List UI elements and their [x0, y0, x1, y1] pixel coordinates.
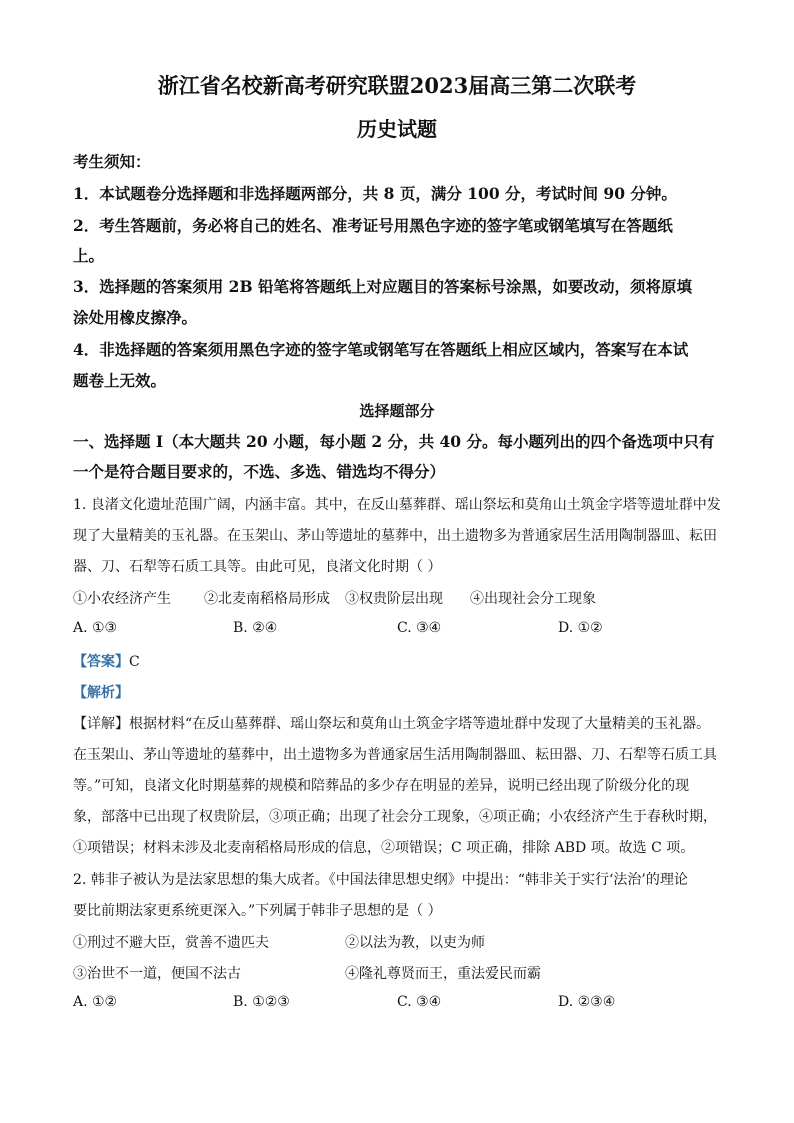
- answer-option-a: A. ①②: [73, 994, 118, 1010]
- detail-line: 象，部落中已出现了权贵阶层，③项正确；出现了社会分工现象，④项正确；小农经济产生于春秋时期，: [73, 809, 717, 825]
- statement-item: ③权贵阶层出现: [345, 591, 443, 607]
- notice-line: 1．本试题卷分选择题和非选择题两部分，共 8 页，满分 100 分，考试时间 90 分钟。: [73, 184, 677, 203]
- statement-item: ④隆礼尊贤而王，重法爱民而霸: [345, 966, 541, 982]
- statement-item: ④出现社会分工现象: [470, 591, 596, 607]
- question-stem: 2. 韩非子被认为是法家思想的集大成者。《中国法律思想史纲》中提出：“韩非关于实行‘法治’的理论: [73, 872, 688, 888]
- question-stem: 1. 良渚文化遗址范围广阔，内涵丰富。其中，在反山墓葬群、瑶山祭坛和莫角山土筑金字塔等遗址群中发: [73, 497, 721, 513]
- answer-option-c: C. ③④: [397, 994, 442, 1010]
- section-title: 选择题部分: [359, 402, 435, 420]
- answer-option-b: B. ②④: [233, 620, 278, 636]
- notice-line: 上。: [73, 246, 105, 265]
- statement-item: ③治世不一道，便国不法古: [73, 966, 241, 982]
- question-stem: 器、刀、石犁等石质工具等。由此可见，良渚文化时期（ ）: [73, 559, 442, 575]
- notice-line: 4．非选择题的答案须用黑色字迹的签字笔或钢笔写在答题纸上相应区域内，答案写在本试: [73, 340, 689, 359]
- answer-option-c: C. ③④: [397, 620, 442, 636]
- statement-item: ②北麦南稻格局形成: [204, 591, 330, 607]
- notice-line: 涂处用橡皮擦净。: [73, 308, 198, 327]
- detail-line: 在玉架山、茅山等遗址的墓葬中，出土遗物多为普通家居生活用陶制器皿、耘田器、刀、石犁等石质工具: [73, 747, 717, 763]
- detail-line: 【详解】根据材料“在反山墓葬群、瑶山祭坛和莫角山土筑金字塔等遗址群中发现了大量精美的玉礼器。: [73, 716, 711, 732]
- statement-item: ①刑过不避大臣，赏善不遗匹夫: [73, 935, 269, 951]
- answer-option-d: D. ②③④: [558, 994, 616, 1010]
- notice-line: 2．考生答题前，务必将自己的姓名、准考证号用黑色字迹的签字笔或钢笔填写在答题纸: [73, 216, 673, 235]
- question-stem: 现了大量精美的玉礼器。在玉架山、茅山等遗址的墓葬中，出土遗物多为普通家居生活用陶制器皿、耘田: [73, 528, 717, 544]
- answer-option-a: A. ①③: [73, 620, 118, 636]
- answer-line: [73, 651, 140, 671]
- part-heading: 一、选择题 I（本大题共 20 小题，每小题 2 分，共 40 分。每小题列出的四个备选项中只有: [73, 432, 715, 451]
- analysis-label: 【解析】: [73, 685, 129, 701]
- statement-item: ②以法为教，以吏为师: [345, 935, 485, 951]
- statement-item: ①小农经济产生: [73, 591, 171, 607]
- answer-value: C: [129, 654, 140, 670]
- analysis-line: [73, 682, 129, 702]
- notice-heading: 考生须知：: [73, 152, 151, 171]
- answer-option-b: B. ①②③: [233, 994, 290, 1010]
- exam-title: 浙江省名校新高考研究联盟2023届高三第二次联考: [157, 73, 637, 98]
- subject-title: 历史试题: [357, 117, 437, 141]
- notice-line: 题卷上无效。: [73, 371, 167, 390]
- answer-label: 【答案】: [73, 654, 129, 670]
- answer-option-d: D. ①②: [558, 620, 603, 636]
- notice-line: 3．选择题的答案须用 2B 铅笔将答题纸上对应题目的答案标号涂黑，如要改动，须将原填: [73, 277, 692, 296]
- detail-line: 等。”可知，良渚文化时期墓葬的规模和陪葬品的多少存在明显的差异，说明已经出现了阶级分化的现: [73, 778, 690, 794]
- detail-line: ①项错误；材料未涉及北麦南稻格局形成的信息，②项错误；C 项正确，排除 ABD 项。故选 C 项。: [73, 840, 695, 856]
- part-heading: 一个是符合题目要求的，不选、多选、错选均不得分）: [73, 462, 446, 481]
- question-stem: 要比前期法家更系统更深入。”下列属于韩非子思想的是（ ）: [73, 903, 442, 919]
